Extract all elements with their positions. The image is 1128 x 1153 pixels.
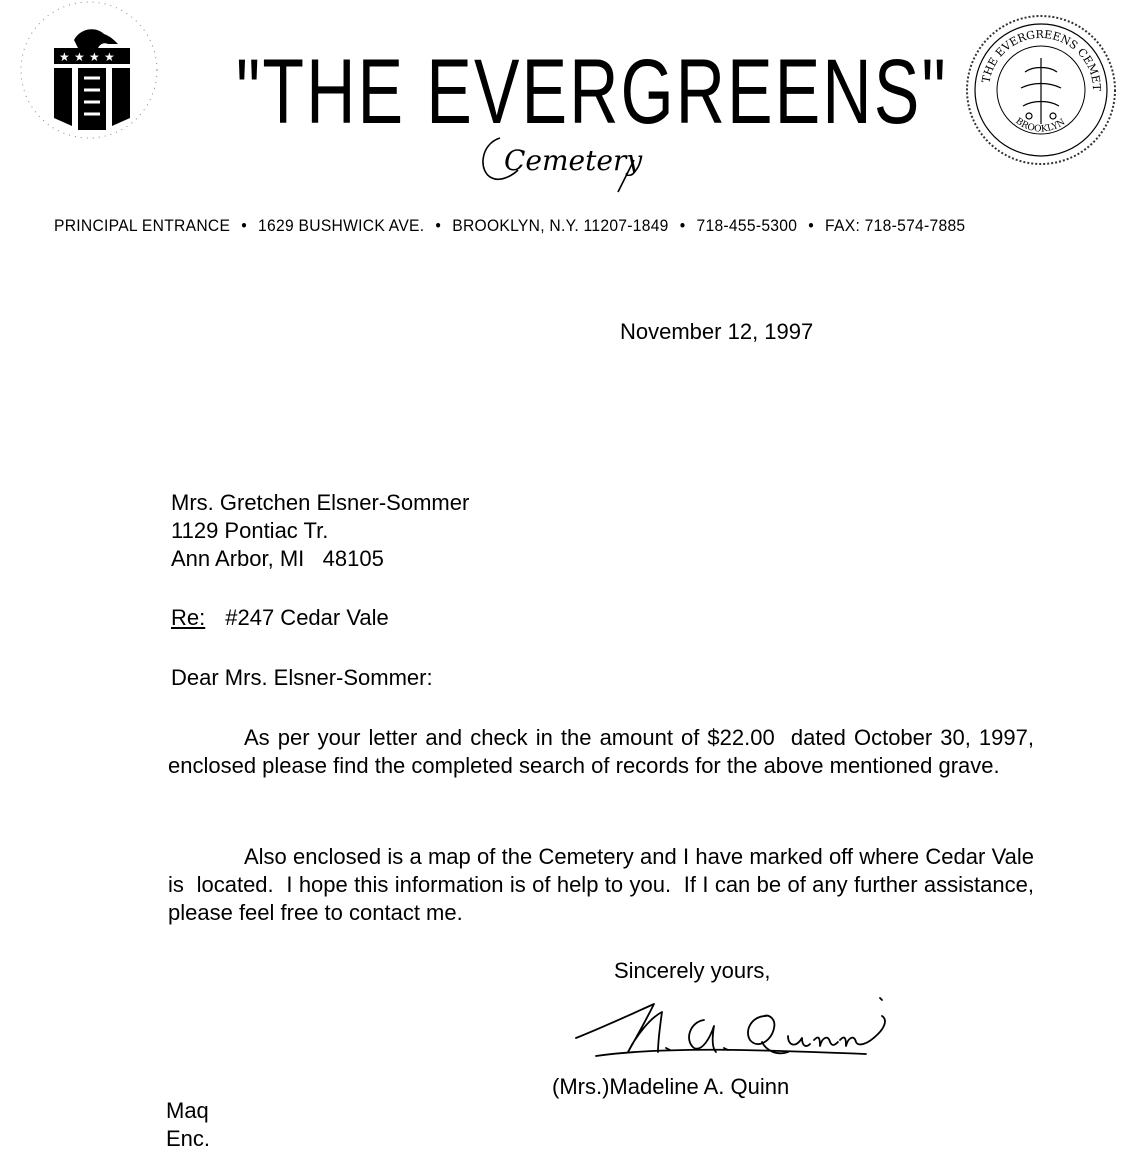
- address-separator: •: [241, 216, 247, 235]
- recipient-city: Ann Arbor, MI 48105: [171, 546, 384, 571]
- svg-text:★: ★: [104, 50, 115, 64]
- body-paragraph-1: As per your letter and check in the amount of $22.00 dated October 30, 1997, enclosed please find the completed search of records for the above mentioned grave.: [168, 725, 1041, 778]
- closing: Sincerely yours,: [614, 958, 771, 983]
- address-phone: 718-455-5300: [696, 216, 798, 235]
- letterhead-address-line: [54, 216, 1011, 236]
- address-city: BROOKLYN, N.Y. 11207-1849: [452, 216, 669, 235]
- body-paragraph-2: Also enclosed is a map of the Cemetery and I have marked off where Cedar Vale is located. I hope this information is of help to you. If I can be of any further assistance, please feel free to contact me.: [168, 844, 1041, 925]
- typist-initials: Maq: [166, 1098, 209, 1123]
- svg-text:★: ★: [74, 50, 85, 64]
- address-separator: •: [808, 216, 815, 235]
- reference-value: #247 Cedar Vale: [225, 605, 389, 630]
- cemetery-script-text: Cemetery: [504, 144, 643, 177]
- address-separator: •: [435, 216, 442, 235]
- letter-date: November 12, 1997: [620, 319, 814, 344]
- salutation: Dear Mrs. Elsner-Sommer:: [171, 665, 433, 690]
- eagle-shield-logo: [14, 0, 164, 150]
- reference-label: Re:: [171, 605, 206, 630]
- cemetery-seal: [963, 12, 1119, 168]
- address-fax: FAX: 718-574-7885: [825, 216, 966, 235]
- address-separator: •: [679, 216, 686, 235]
- enclosure-note: Enc.: [166, 1126, 211, 1151]
- reference-line: [171, 604, 389, 632]
- handwritten-signature: [566, 990, 896, 1070]
- svg-text:★: ★: [89, 50, 100, 64]
- seal-ring-text: THE EVERGREENS CEMET: [979, 27, 1104, 92]
- recipient-name: Mrs. Gretchen Elsner-Sommer: [171, 490, 470, 515]
- signer-name: (Mrs.)Madeline A. Quinn: [552, 1074, 790, 1099]
- address-entrance: PRINCIPAL ENTRANCE: [54, 216, 231, 235]
- recipient-street: 1129 Pontiac Tr.: [171, 518, 329, 543]
- svg-text:BROOKLYN: [1013, 116, 1067, 134]
- address-street: 1629 BUSHWICK AVE.: [258, 216, 425, 235]
- seal-bottom-text: BROOKLYN: [1013, 116, 1068, 135]
- cemetery-script-subtitle: [478, 132, 668, 194]
- cemetery-name-title: "THE EVERGREENS": [236, 41, 948, 143]
- svg-text:★: ★: [59, 50, 70, 64]
